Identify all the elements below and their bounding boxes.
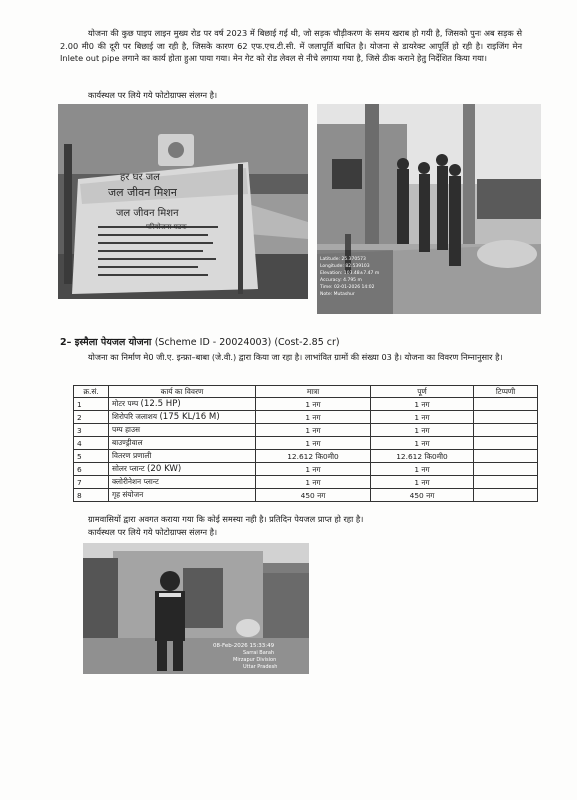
cell-quantity: 1 नग — [256, 463, 371, 476]
cell-serial: 8 — [74, 489, 109, 502]
section-2-heading — [60, 335, 340, 348]
gps-longitude: Longitude: 82.539103 — [320, 264, 370, 269]
col-completed: पूर्ण — [371, 386, 474, 398]
cell-description-text: मोटर पम्प — [112, 399, 139, 408]
cell-quantity: 450 नग — [256, 489, 371, 502]
table-row — [74, 450, 538, 463]
cell-serial: 5 — [74, 450, 109, 463]
board-text-1: हर घर जल — [120, 172, 160, 183]
gps-elevation: Elevation: 103.48±7.47 m — [320, 271, 380, 276]
intro-paragraph: योजना की कुछ पाइप लाइन मुख्य रोड पर वर्ष 2023 में बिछाई गई थी, जो सड़क चौड़ीकरण के समय खराब हो गयी है, जिसको पुनः अब सड़क से 2.00 मी0 की दूरी पर बिछाई जा रही है, जिसके कारण 62 एफ.एच.टी.सी. में जलापूर्ति बाधित है। योजना से डायरेक्ट आपूर्ति हो रही है। राइजिंग मेन Inlete out pipe लगाने का कार्य होता हुआ पाया गया। मेन गेट को रोड लेवल से नीचे लगाया गया है, जिसे ठीक कराने हेतु निर्देशित किया गया। — [60, 28, 522, 63]
scheme-id-cost: (Scheme ID - 20024003) (Cost-2.85 cr) — [154, 337, 340, 348]
cell-description-spec: (175 KL/16 M) — [159, 412, 220, 422]
board-text-2: जल जीवन मिशन — [108, 186, 177, 199]
cell-serial: 2 — [74, 411, 109, 424]
cell-description-text: वितरण प्रणाली — [112, 451, 152, 460]
photo-caption-1: कार्यस्थल पर लिये गये फोटोग्राफ्स संलग्न है। — [88, 90, 218, 100]
cell-completed: 450 नग — [371, 489, 474, 502]
cell-remarks — [474, 437, 538, 450]
cell-completed: 1 नग — [371, 463, 474, 476]
villagers-feedback: ग्रामवासियों द्वारा अवगत कराया गया कि कोई समस्या नही है। प्रतिदिन पेयजल प्राप्त हो रहा है। — [88, 514, 364, 524]
cell-completed: 1 नग — [371, 398, 474, 411]
cell-quantity: 1 नग — [256, 398, 371, 411]
cell-serial: 3 — [74, 424, 109, 437]
board-text-4: परियोजना घटक — [146, 223, 187, 231]
photo-mission-board — [58, 104, 308, 299]
gps-note: Note: Mutashur — [320, 292, 355, 297]
cell-remarks — [474, 463, 538, 476]
cell-remarks — [474, 476, 538, 489]
cell-description-text: गृह संयोजन — [112, 490, 144, 499]
cell-description-text: क्लोरीनेशन प्लान्ट — [112, 477, 159, 486]
photo-stamp-date: 08-Feb-2026 15:33:49 — [213, 643, 275, 649]
table-row — [74, 424, 538, 437]
photo-stamp-division: Mirzapur Division — [233, 657, 277, 663]
table-row — [74, 437, 538, 450]
gps-time: Time: 02-01-2026 14:02 — [320, 285, 375, 290]
cell-remarks — [474, 450, 538, 463]
cell-quantity: 1 नग — [256, 424, 371, 437]
cell-completed: 1 नग — [371, 476, 474, 489]
cell-completed: 1 नग — [371, 424, 474, 437]
cell-serial: 4 — [74, 437, 109, 450]
cell-serial: 1 — [74, 398, 109, 411]
cell-remarks — [474, 424, 538, 437]
cell-description — [109, 489, 256, 502]
photo-stamp-village: Sarrai Barah — [243, 650, 275, 656]
cell-description-spec: (12.5 HP) — [140, 399, 181, 409]
scheme-description: योजना का निर्माण मे0 जी.ए. इन्फ्रा–बाबा (जे.वी.) द्वारा किया जा रहा है। लाभांवित ग्रामों की संख्या 03 है। योजना का विवरण निम्नानुसार है। — [88, 352, 503, 362]
photo-caption-2: कार्यस्थल पर लिये गये फोटोग्राफ्स संलग्न है। — [88, 526, 218, 537]
cell-serial: 7 — [74, 476, 109, 489]
photo-site-inspection — [317, 104, 541, 314]
scheme-details-table — [73, 385, 538, 502]
cell-description — [109, 476, 256, 489]
table-row — [74, 398, 538, 411]
cell-description-text: बाउण्ड्रीवाल — [112, 438, 143, 447]
col-remarks: टिप्पणी — [474, 386, 538, 398]
gps-accuracy: Accuracy: 4.795 m — [320, 278, 362, 283]
cell-remarks — [474, 398, 538, 411]
table-header-row — [74, 386, 538, 398]
table-row — [74, 463, 538, 476]
cell-serial: 6 — [74, 463, 109, 476]
cell-description-text: शिरोपरि जलाशय — [112, 412, 158, 421]
cell-quantity: 1 नग — [256, 411, 371, 424]
cell-description-spec: (20 KW) — [147, 464, 182, 474]
cell-description — [109, 450, 256, 463]
cell-description — [109, 437, 256, 450]
table-row — [74, 489, 538, 502]
cell-completed: 1 नग — [371, 411, 474, 424]
cell-description — [109, 424, 256, 437]
gps-latitude: Latitude: 25.370573 — [320, 257, 366, 262]
cell-description-text: सोलर प्लान्ट — [112, 464, 145, 473]
cell-completed: 1 नग — [371, 437, 474, 450]
cell-description — [109, 463, 256, 476]
table-row — [74, 476, 538, 489]
cell-completed: 12.612 कि0मी0 — [371, 450, 474, 463]
cell-description — [109, 411, 256, 424]
photo-pump-house — [83, 543, 309, 674]
cell-quantity: 12.612 कि0मी0 — [256, 450, 371, 463]
cell-quantity: 1 नग — [256, 476, 371, 489]
cell-remarks — [474, 489, 538, 502]
cell-remarks — [474, 411, 538, 424]
scheme-title: इस्मैला पेयजल योजना — [74, 337, 152, 348]
board-text-3: जल जीवन मिशन — [116, 208, 179, 219]
col-serial: क्र.सं. — [74, 386, 109, 398]
photo-stamp-state: Uttar Pradesh — [243, 664, 278, 670]
col-work-description: कार्य का विवरण — [109, 386, 256, 398]
section-number: 2– — [60, 337, 72, 348]
cell-description-text: पम्प हाउस — [112, 425, 140, 434]
cell-quantity: 1 नग — [256, 437, 371, 450]
closing-text — [88, 513, 528, 538]
cell-description — [109, 398, 256, 411]
table-row — [74, 411, 538, 424]
col-quantity: मात्रा — [256, 386, 371, 398]
